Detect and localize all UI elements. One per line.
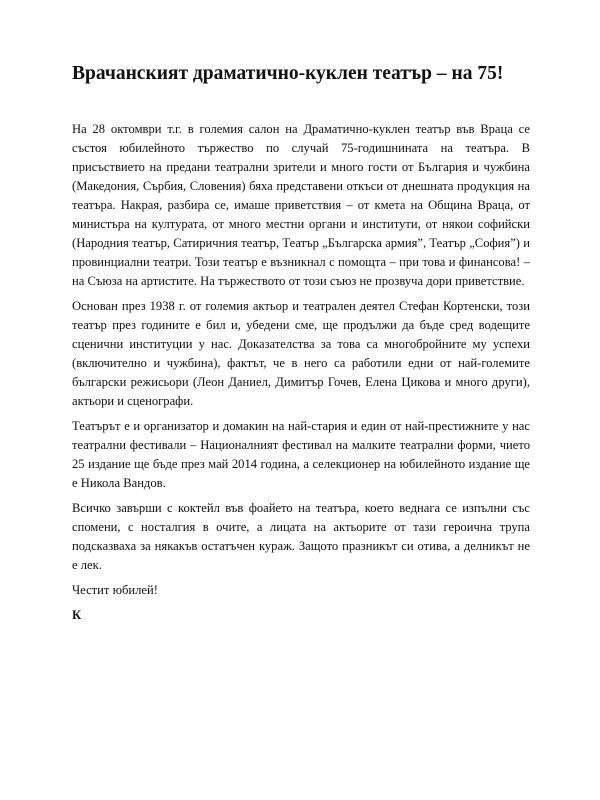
paragraph-congratulations: Честит юбилей!: [72, 583, 158, 597]
paragraph-festival: Театърът е и организатор и домакин на най-стария и един от най-престижните у нас театрални фестивали – Националният фестивал на малките театрални форми, чието 25 издание ще бъде през май 2014 година, а селекционер на юбилейното издание ще е Никола Вандов.: [72, 419, 530, 490]
paragraph-anniversary-ceremony: На 28 октомври т.г. в големия салон на Драматично-куклен театър във Враца се състоя юбилейното тържество по случай 75-годишнината на театъра. В присъствието на предани театрални зрители и много гости от България и чужбина (Македония, Сърбия, Словения) бяха представени откъси от днешната продукция на театъра. Накрая, разбира се, имаше приветствия – от кмета на Община Враца, от министъра на културата, от много местни органи и институти, от някои софийски (Народния театър, Сатиричния театър, Театър „Българска армия”, Театър „София”) и провинциални театри. Този театър е възникнал с помощта – при това и финансова! – на Съюза на артистите. На тържеството от този съюз не прозвуча дори приветствие.: [72, 122, 530, 288]
paragraph-cocktail: Всичко завърши с коктейл във фоайето на театъра, което веднага се изпълни със спомени, с носталгия в очите, а лицата на актьорите от тази героична трупа подсказваха за някакъв остатъчен кураж. Защото празникът си отива, а делникът не е лек.: [72, 501, 530, 572]
paragraph-theatre-history: Основан през 1938 г. от големия актьор и театрален деятел Стефан Кортенски, този театър през годините е бил и, убедени сме, ще продължи да бъде сред водещите сценични институции у нас. Доказателства за това са многобройните му успехи (включително и чужбина), фактът, че в него са работили едни от най-големите български режисьори (Леон Даниел, Димитър Гочев, Елена Цикова и много други), актьори и сценографи.: [72, 299, 530, 408]
author-signature: К: [72, 608, 82, 622]
article-title: Врачанският драматично-куклен театър – на 75!: [72, 63, 504, 84]
article-body: [72, 120, 530, 625]
